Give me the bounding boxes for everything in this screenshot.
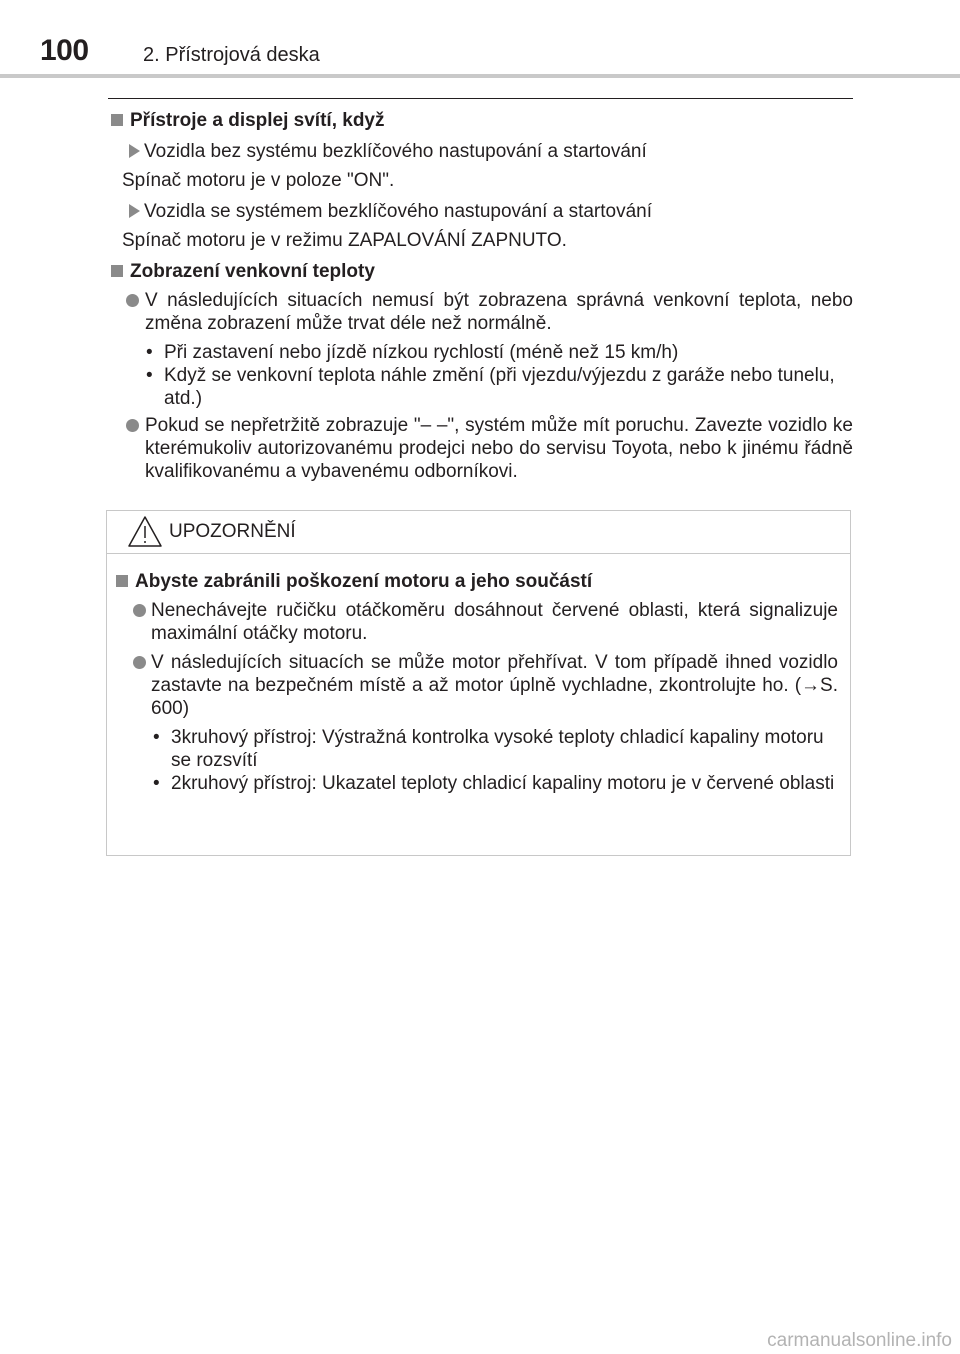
variant-text: Spínač motoru je v poloze "ON". xyxy=(122,170,395,191)
sub-list-item xyxy=(108,364,853,410)
warning-title: UPOZORNĚNÍ xyxy=(169,521,296,542)
sub-list-item-text: Při zastavení nebo jízdě nízkou rychlostí (méně než 15 km/h) xyxy=(164,342,679,363)
warning-heading-text: Abyste zabránili poškození motoru a jeho součástí xyxy=(135,571,593,592)
variant-label: Vozidla bez systému bezklíčového nastupování a startování xyxy=(144,141,647,162)
variant-text: Spínač motoru je v režimu ZAPALOVÁNÍ ZAPNUTO. xyxy=(122,230,567,251)
footer-watermark: carmanualsonline.info xyxy=(767,1330,952,1351)
header-divider xyxy=(0,74,960,78)
warning-list-item-text: Nenechávejte ručičku otáčkoměru dosáhnout červené oblasti, která signalizuje maximální otáčky motoru. xyxy=(151,600,838,644)
square-bullet-icon xyxy=(111,265,123,277)
warning-sub-list-item xyxy=(113,772,838,795)
sub-list xyxy=(108,341,853,410)
list-item xyxy=(108,289,853,335)
warning-list-item-text: V následujících situacích se může motor přehřívat. V tom případě ihned vozidlo zastavte na bezpečném místě a až motor úplně vychladne, zkontrolujte ho. (→S. 600) xyxy=(151,652,838,719)
triangle-arrow-icon xyxy=(129,204,140,218)
list-item xyxy=(108,414,853,483)
warning-sub-list-item-text: 2kruhový přístroj: Ukazatel teploty chladicí kapaliny motoru je v červené oblasti xyxy=(171,773,835,794)
bullet-dot-icon: • xyxy=(146,342,153,363)
page-number: 100 xyxy=(40,34,89,67)
warning-list-item xyxy=(113,599,838,645)
section-heading-text: Zobrazení venkovní teploty xyxy=(130,261,375,282)
variant-label: Vozidla se systémem bezklíčového nastupování a startování xyxy=(144,201,652,222)
triangle-arrow-icon xyxy=(129,144,140,158)
sub-list-item-text: Když se venkovní teplota náhle změní (při vjezdu/výjezdu z garáže nebo tunelu, atd.) xyxy=(164,365,835,409)
warning-triangle-icon xyxy=(127,515,163,548)
variant-with-smart-entry xyxy=(108,200,853,223)
warning-sub-list-item xyxy=(113,726,838,772)
warning-box xyxy=(106,510,851,856)
section-heading-instruments-lit xyxy=(108,109,853,132)
square-bullet-icon xyxy=(116,575,128,587)
warning-sub-list xyxy=(113,726,838,795)
warning-body xyxy=(107,554,850,795)
content-divider xyxy=(108,98,853,99)
bullet-dot-icon: • xyxy=(153,727,160,748)
bullet-dot-icon: • xyxy=(146,365,153,386)
square-bullet-icon xyxy=(111,114,123,126)
variant-without-smart-entry xyxy=(108,140,853,163)
circle-bullet-icon xyxy=(126,419,139,432)
page-header xyxy=(0,0,960,80)
chapter-title: 2. Přístrojová deska xyxy=(143,44,320,66)
circle-bullet-icon xyxy=(126,294,139,307)
list-item-text: Pokud se nepřetržitě zobrazuje "– –", systém může mít poruchu. Zavezte vozidlo ke kterémukoliv autorizovanému prodejci nebo do servisu Toyota, nebo k jinému řádně kvalifikovanému a vybavenému odborníkovi. xyxy=(145,415,853,482)
warning-sub-list-item-text: 3kruhový přístroj: Výstražná kontrolka vysoké teploty chladicí kapaliny motoru se rozsvítí xyxy=(171,727,824,771)
bullet-dot-icon: • xyxy=(153,773,160,794)
list-item-text: V následujících situacích nemusí být zobrazena správná venkovní teplota, nebo změna zobrazení může trvat déle než normálně. xyxy=(145,290,853,334)
warning-list-item xyxy=(113,651,838,720)
section-heading-text: Přístroje a displej svítí, když xyxy=(130,110,385,131)
circle-bullet-icon xyxy=(133,604,146,617)
warning-heading xyxy=(113,570,838,593)
circle-bullet-icon xyxy=(133,656,146,669)
section-heading-outside-temp xyxy=(108,260,853,283)
main-content xyxy=(108,103,853,489)
sub-list-item xyxy=(108,341,853,364)
warning-header xyxy=(107,511,850,554)
